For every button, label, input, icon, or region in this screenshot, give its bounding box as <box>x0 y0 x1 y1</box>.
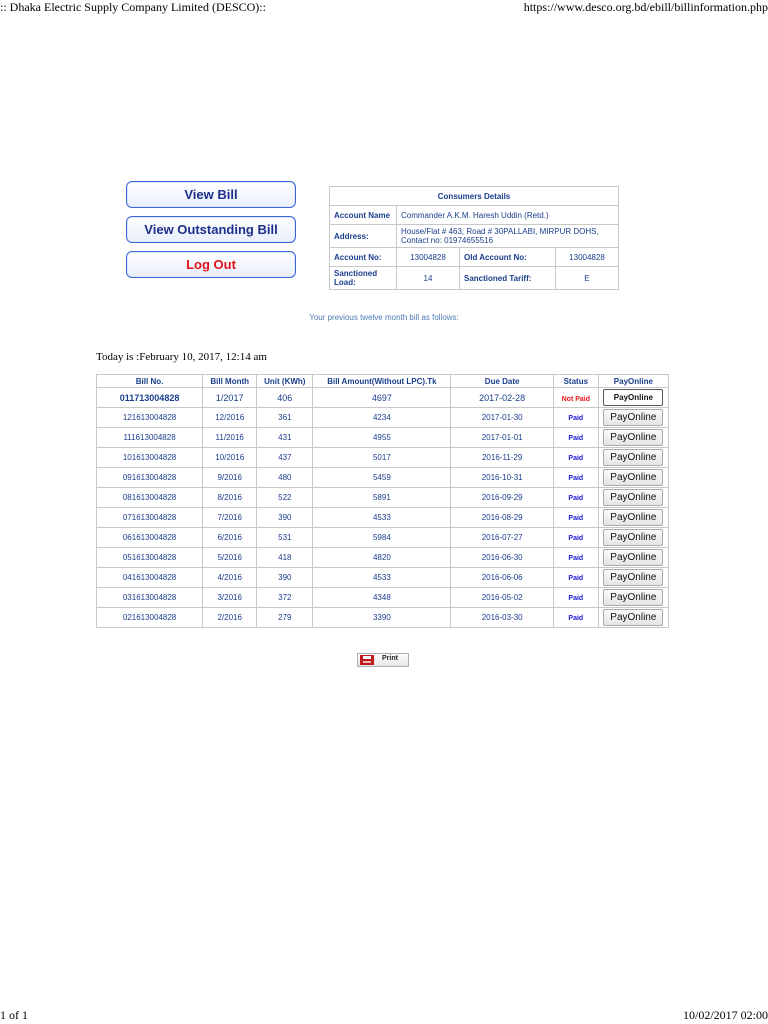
due-date-cell: 2016-11-29 <box>451 448 553 468</box>
due-date-cell: 2016-08-29 <box>451 508 553 528</box>
address-label: Address: <box>330 225 397 248</box>
pay-online-button[interactable]: PayOnline <box>603 529 663 546</box>
bill-month-cell: 3/2016 <box>203 588 257 608</box>
bill-month-cell: 12/2016 <box>203 408 257 428</box>
bill-row <box>97 588 669 608</box>
bill-month-cell: 8/2016 <box>203 488 257 508</box>
unit-cell: 406 <box>257 388 313 408</box>
bill-no-cell: 121613004828 <box>97 408 203 428</box>
bill-month-cell: 1/2017 <box>203 388 257 408</box>
pay-online-button[interactable]: PayOnline <box>603 409 663 426</box>
bill-no-cell: 041613004828 <box>97 568 203 588</box>
header-bill-no: Bill No. <box>97 375 203 388</box>
due-date-cell: 2016-09-29 <box>451 488 553 508</box>
bill-amount-cell: 5891 <box>313 488 451 508</box>
due-date-cell: 2017-01-01 <box>451 428 553 448</box>
bill-amount-cell: 3390 <box>313 608 451 628</box>
status-badge: Paid <box>568 595 584 602</box>
bill-no-cell: 091613004828 <box>97 468 203 488</box>
unit-cell: 522 <box>257 488 313 508</box>
bill-month-cell: 11/2016 <box>203 428 257 448</box>
account-no-label: Account No: <box>330 248 397 267</box>
printer-icon <box>360 655 374 665</box>
due-date-cell: 2016-07-27 <box>451 528 553 548</box>
bill-row <box>97 388 669 408</box>
status-badge: Paid <box>568 535 584 542</box>
consumer-details-table <box>329 186 619 290</box>
bill-no-cell: 081613004828 <box>97 488 203 508</box>
pay-online-cell <box>598 608 668 628</box>
bill-no-cell: 031613004828 <box>97 588 203 608</box>
sanctioned-load-value: 14 <box>397 267 460 290</box>
bill-month-cell: 4/2016 <box>203 568 257 588</box>
bill-month-cell: 9/2016 <box>203 468 257 488</box>
bill-row <box>97 488 669 508</box>
status-cell <box>553 448 598 468</box>
pay-online-cell <box>598 408 668 428</box>
status-badge: Paid <box>568 495 584 502</box>
pay-online-button[interactable]: PayOnline <box>603 509 663 526</box>
print-datetime: 10/02/2017 02:00 <box>682 1008 768 1022</box>
unit-cell: 390 <box>257 568 313 588</box>
bill-no-cell: 011713004828 <box>97 388 203 408</box>
due-date-cell: 2017-01-30 <box>451 408 553 428</box>
bill-no-cell: 071613004828 <box>97 508 203 528</box>
bill-row <box>97 528 669 548</box>
pay-online-cell <box>598 428 668 448</box>
account-name-value: Commander A.K.M. Haresh Uddin (Retd.) <box>397 206 619 225</box>
bill-row <box>97 568 669 588</box>
pay-online-button[interactable]: PayOnline <box>603 429 663 446</box>
bill-amount-cell: 5459 <box>313 468 451 488</box>
view-bill-button[interactable]: View Bill <box>126 181 296 208</box>
pay-online-button[interactable]: PayOnline <box>603 549 663 566</box>
pay-online-button[interactable]: PayOnline <box>603 469 663 486</box>
bill-amount-cell: 4820 <box>313 548 451 568</box>
sanctioned-load-label: Sanctioned Load: <box>330 267 397 290</box>
status-cell <box>553 488 598 508</box>
pay-online-cell <box>598 548 668 568</box>
previous-bills-message: Your previous twelve month bill as follows: <box>309 313 459 322</box>
status-badge: Paid <box>568 555 584 562</box>
status-cell <box>553 408 598 428</box>
pay-online-cell <box>598 388 668 408</box>
bill-month-cell: 7/2016 <box>203 508 257 528</box>
bill-amount-cell: 5984 <box>313 528 451 548</box>
status-badge: Paid <box>568 415 584 422</box>
bill-no-cell: 111613004828 <box>97 428 203 448</box>
bill-row <box>97 428 669 448</box>
unit-cell: 361 <box>257 408 313 428</box>
due-date-cell: 2017-02-28 <box>451 388 553 408</box>
print-footer <box>0 1008 768 1022</box>
status-cell <box>553 528 598 548</box>
old-account-no-value: 13004828 <box>555 248 618 267</box>
page-url: https://www.desco.org.bd/ebill/billinformation.php <box>523 0 768 14</box>
print-button[interactable] <box>357 653 409 667</box>
bill-no-cell: 051613004828 <box>97 548 203 568</box>
bill-no-cell: 061613004828 <box>97 528 203 548</box>
bill-amount-cell: 4348 <box>313 588 451 608</box>
pay-online-button[interactable]: PayOnline <box>603 449 663 466</box>
address-value: House/Flat # 463, Road # 30PALLABI, MIRPUR DOHS, Contact no: 01974655516 <box>397 225 619 248</box>
status-badge: Paid <box>568 575 584 582</box>
bill-amount-cell: 4533 <box>313 568 451 588</box>
bill-table <box>96 374 669 628</box>
status-cell <box>553 548 598 568</box>
today-date: Today is :February 10, 2017, 12:14 am <box>96 351 267 363</box>
unit-cell: 431 <box>257 428 313 448</box>
header-pay-online: PayOnline <box>598 375 668 388</box>
status-cell <box>553 588 598 608</box>
status-cell <box>553 608 598 628</box>
status-cell <box>553 468 598 488</box>
bill-table-header <box>97 375 669 388</box>
unit-cell: 531 <box>257 528 313 548</box>
bill-row <box>97 608 669 628</box>
status-cell <box>553 508 598 528</box>
status-badge: Paid <box>568 515 584 522</box>
header-status: Status <box>553 375 598 388</box>
bill-amount-cell: 4697 <box>313 388 451 408</box>
sanctioned-tariff-value: E <box>555 267 618 290</box>
pay-online-cell <box>598 508 668 528</box>
bill-month-cell: 6/2016 <box>203 528 257 548</box>
status-cell <box>553 568 598 588</box>
print-header <box>0 0 768 14</box>
unit-cell: 480 <box>257 468 313 488</box>
page-count: 1 of 1 <box>0 1008 28 1022</box>
pay-online-cell <box>598 568 668 588</box>
due-date-cell: 2016-10-31 <box>451 468 553 488</box>
bill-amount-cell: 5017 <box>313 448 451 468</box>
bill-month-cell: 5/2016 <box>203 548 257 568</box>
pay-online-cell <box>598 528 668 548</box>
page-title: :: Dhaka Electric Supply Company Limited (DESCO):: <box>0 0 266 14</box>
status-badge: Paid <box>568 615 584 622</box>
unit-cell: 279 <box>257 608 313 628</box>
bill-row <box>97 548 669 568</box>
bill-row <box>97 408 669 428</box>
header-bill-amount: Bill Amount(Without LPC).Tk <box>313 375 451 388</box>
pay-online-cell <box>598 468 668 488</box>
status-cell <box>553 388 598 408</box>
unit-cell: 437 <box>257 448 313 468</box>
pay-online-button[interactable]: PayOnline <box>603 609 663 626</box>
unit-cell: 390 <box>257 508 313 528</box>
bill-amount-cell: 4533 <box>313 508 451 528</box>
print-button-label: Print <box>382 655 398 662</box>
bill-row <box>97 508 669 528</box>
sanctioned-tariff-label: Sanctioned Tariff: <box>460 267 556 290</box>
header-due-date: Due Date <box>451 375 553 388</box>
due-date-cell: 2016-06-30 <box>451 548 553 568</box>
due-date-cell: 2016-06-06 <box>451 568 553 588</box>
status-cell <box>553 428 598 448</box>
due-date-cell: 2016-05-02 <box>451 588 553 608</box>
pay-online-button[interactable]: PayOnline <box>603 489 663 506</box>
bill-no-cell: 021613004828 <box>97 608 203 628</box>
pay-online-button[interactable]: PayOnline <box>603 589 663 606</box>
status-badge: Paid <box>568 435 584 442</box>
pay-online-button[interactable]: PayOnline <box>603 569 663 586</box>
due-date-cell: 2016-03-30 <box>451 608 553 628</box>
bill-no-cell: 101613004828 <box>97 448 203 468</box>
pay-online-button[interactable]: PayOnline <box>603 389 663 406</box>
account-no-value: 13004828 <box>397 248 460 267</box>
header-unit: Unit (KWh) <box>257 375 313 388</box>
pay-online-cell <box>598 588 668 608</box>
view-outstanding-bill-button[interactable]: View Outstanding Bill <box>126 216 296 243</box>
bill-month-cell: 2/2016 <box>203 608 257 628</box>
bill-row <box>97 448 669 468</box>
bill-amount-cell: 4234 <box>313 408 451 428</box>
bill-row <box>97 468 669 488</box>
bill-amount-cell: 4955 <box>313 428 451 448</box>
pay-online-cell <box>598 488 668 508</box>
account-name-label: Account Name <box>330 206 397 225</box>
unit-cell: 418 <box>257 548 313 568</box>
status-badge: Paid <box>568 475 584 482</box>
status-badge: Not Paid <box>561 395 590 403</box>
consumer-details-title: Consumers Details <box>330 187 619 206</box>
old-account-no-label: Old Account No: <box>460 248 556 267</box>
bill-month-cell: 10/2016 <box>203 448 257 468</box>
pay-online-cell <box>598 448 668 468</box>
status-badge: Paid <box>568 455 584 462</box>
header-bill-month: Bill Month <box>203 375 257 388</box>
log-out-button[interactable]: Log Out <box>126 251 296 278</box>
unit-cell: 372 <box>257 588 313 608</box>
